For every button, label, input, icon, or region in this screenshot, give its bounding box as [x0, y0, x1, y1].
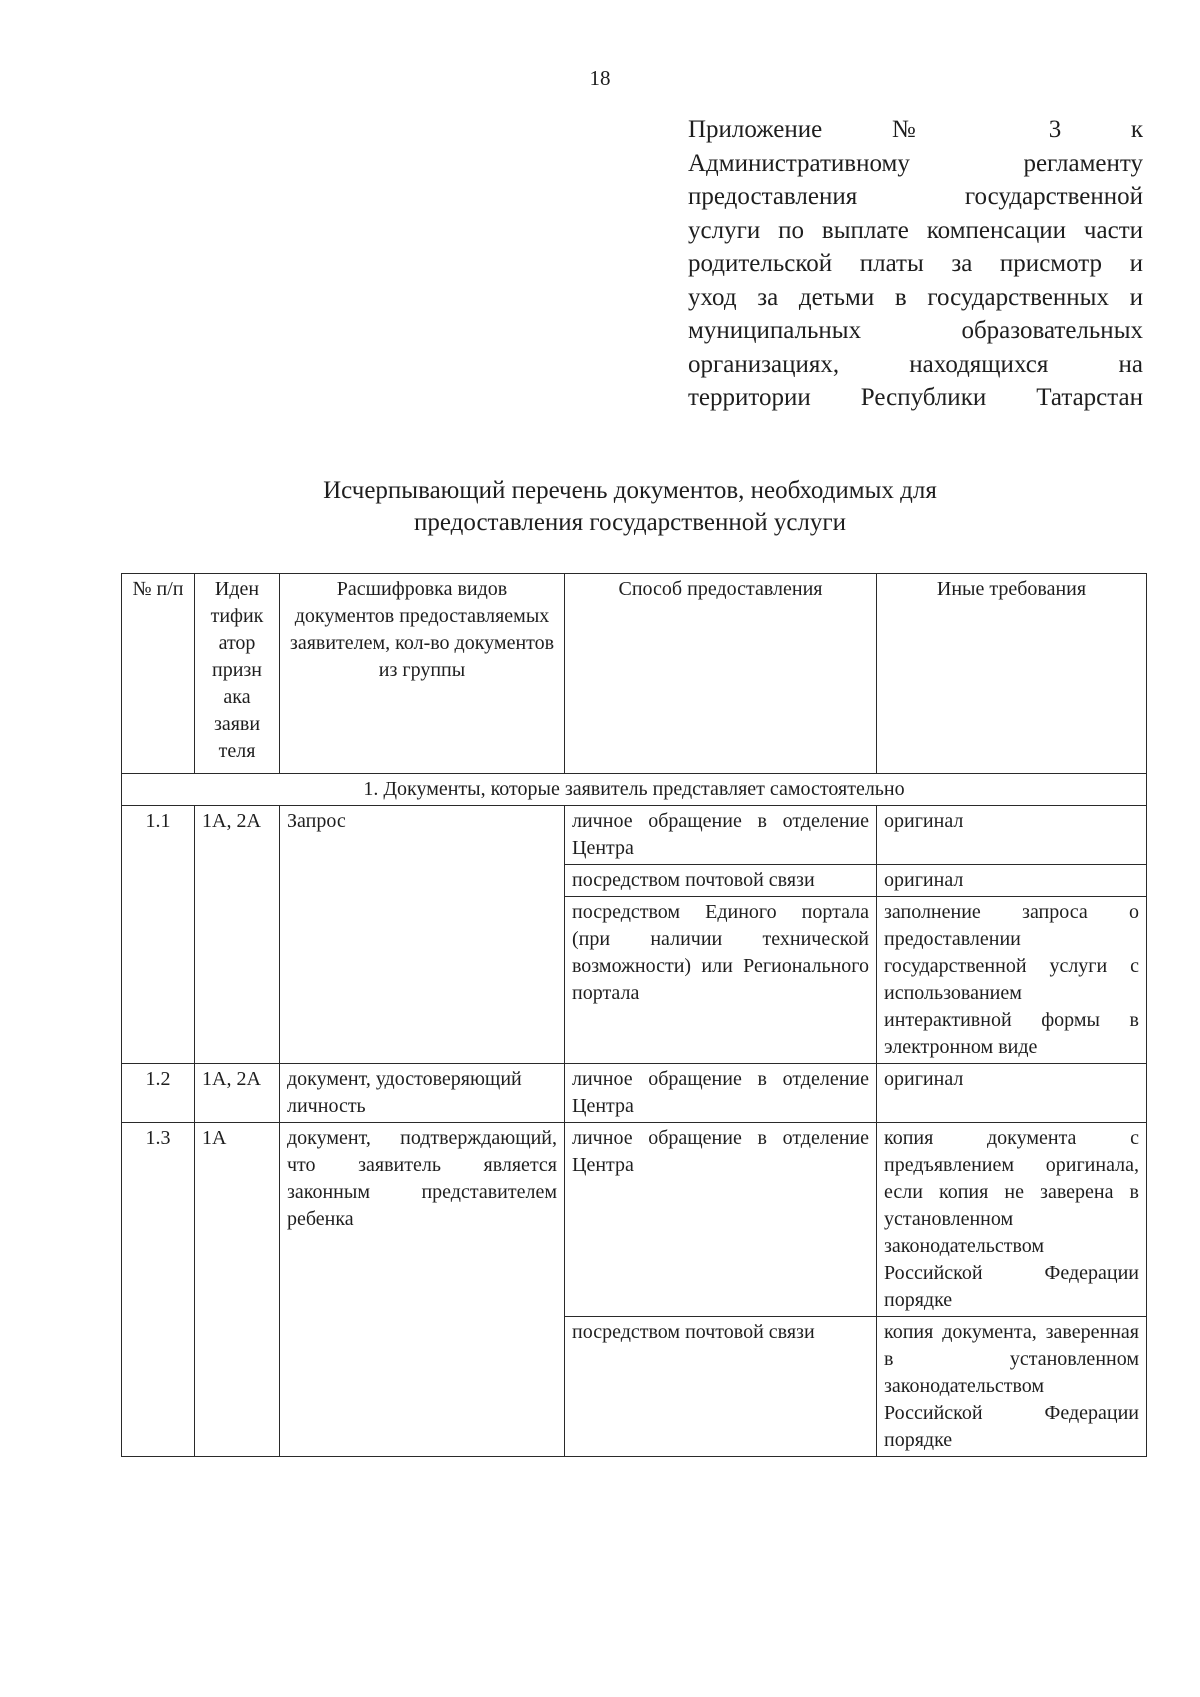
row-identifier: 1А [195, 1123, 280, 1457]
header-method: Способ предоставления [565, 574, 877, 774]
table-row [122, 1123, 1147, 1317]
header-identifier: Иден тифик атор призн ака заяви теля [195, 574, 280, 774]
document-title [150, 475, 1110, 539]
row-document: документ, удостоверяющий личность [280, 1064, 565, 1123]
row-method: посредством почтовой связи [565, 1317, 877, 1457]
row-document: Запрос [280, 806, 565, 1064]
row-method: посредством Единого портала (при наличии технической возможности) или Регионального портала [565, 897, 877, 1064]
table-header-row [122, 574, 1147, 774]
page-number: 18 [589, 66, 611, 90]
appendix-line: предоставления государственной [688, 183, 1143, 210]
row-num: 1.1 [122, 806, 195, 1064]
appendix-line: родительской платы за присмотр и [688, 250, 1143, 277]
appendix-line: уход за детьми в государственных и [688, 283, 1143, 311]
title-line-2: предоставления государственной услуги [413, 509, 847, 536]
row-identifier: 1А, 2А [195, 806, 280, 1064]
appendix-line: услуги по выплате компенсации части [688, 216, 1143, 244]
row-method: личное обращение в отделение Центра [565, 1123, 877, 1317]
row-requirement: копия документа с предъявлением оригинала, если копия не заверена в установленном законодательством Российской Федерации порядке [877, 1123, 1147, 1317]
row-requirement: копия документа, заверенная в установленном законодательством Российской Федерации порядке [877, 1317, 1147, 1457]
appendix-line: Приложение № 3 к [688, 116, 1143, 143]
row-requirement: оригинал [877, 806, 1147, 865]
title-line-1: Исчерпывающий перечень документов, необходимых для [323, 477, 937, 504]
appendix-line: организациях, находящихся на [688, 350, 1143, 378]
row-requirement: оригинал [877, 865, 1147, 897]
row-document: документ, подтверждающий, что заявитель является законным представителем ребенка [280, 1123, 565, 1457]
row-num: 1.2 [122, 1064, 195, 1123]
row-num: 1.3 [122, 1123, 195, 1457]
appendix-line: муниципальных образовательных [688, 317, 1143, 344]
appendix-line: Административному регламенту [688, 149, 1143, 177]
header-documents: Расшифровка видов документов предоставляемых заявителем, кол-во документов из группы [280, 574, 565, 774]
row-method: личное обращение в отделение Центра [565, 1064, 877, 1123]
row-method: посредством почтовой связи [565, 865, 877, 897]
row-requirement: оригинал [877, 1064, 1147, 1123]
row-method: личное обращение в отделение Центра [565, 806, 877, 865]
appendix-line: территории Республики Татарстан [688, 384, 1143, 411]
row-identifier: 1А, 2А [195, 1064, 280, 1123]
documents-table [121, 573, 1147, 1457]
header-num: № п/п [122, 574, 195, 774]
table-row [122, 1064, 1147, 1123]
section-row [122, 774, 1147, 806]
header-requirements: Иные требования [877, 574, 1147, 774]
section-title: 1. Документы, которые заявитель представляет самостоятельно [122, 774, 1147, 806]
table-row [122, 806, 1147, 865]
row-requirement: заполнение запроса о предоставлении государственной услуги с использованием интерактивной формы в электронном виде [877, 897, 1147, 1064]
appendix-header [688, 113, 1143, 415]
